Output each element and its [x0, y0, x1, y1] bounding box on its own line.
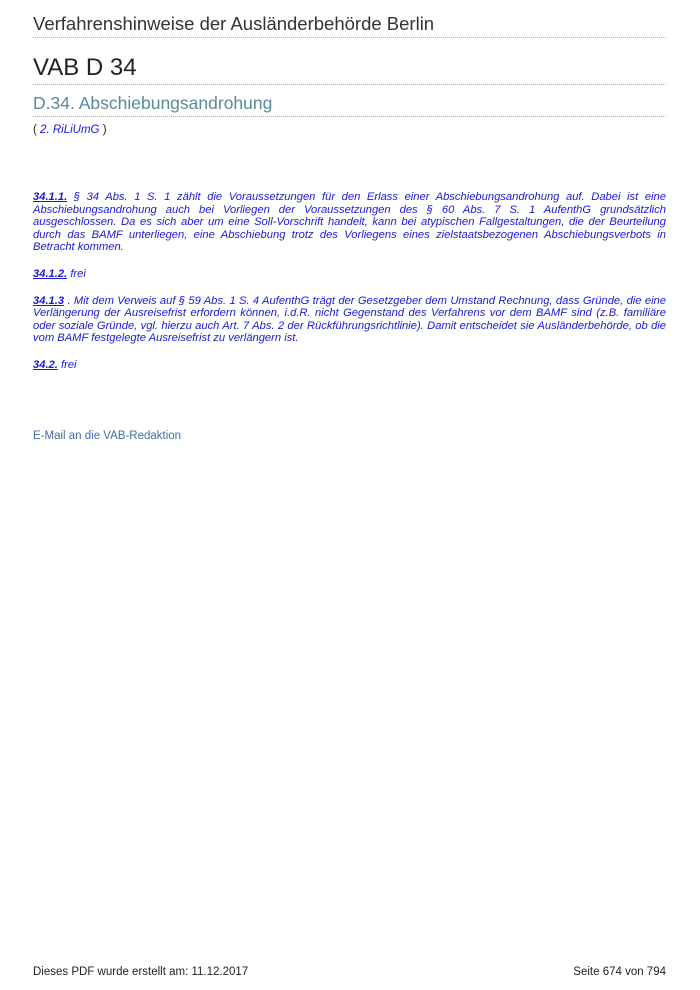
paragraph-number-link[interactable]: 34.2.: [33, 358, 58, 371]
content-body: [33, 191, 666, 386]
paragraph-34-1-1: [33, 191, 666, 254]
paragraph-text: § 34 Abs. 1 S. 1 zählt die Voraussetzungen für den Erlass einer Abschiebungsandrohung auf. Dabei ist eine Abschiebungsandrohung auch bei Vorliegen der Voraussetzungen des § 60 Abs. 7 S. 1 AufenthG grundsätzlich ausgeschlossen. Da es sich aber um eine Soll-Vorschrift handelt, kann bei atypischen Fallgestaltungen, die der Beurteilung durch das BAMF unterliegen, eine Abschiebung trotz des Vorliegens eines zielstaatsbezogenen Abschiebungsverbots in Betracht kommen.: [33, 191, 666, 254]
footer-page-number: Seite 674 von 794: [573, 966, 666, 978]
paragraph-number-link[interactable]: 34.1.1.: [33, 191, 68, 203]
section-title: D.34. Abschiebungsandrohung: [33, 92, 666, 117]
document-title: VAB D 34: [33, 54, 666, 85]
reference-open-paren: (: [33, 124, 37, 136]
site-title: Verfahrenshinweise der Ausländerbehörde Berlin: [33, 13, 666, 38]
paragraph-number-link[interactable]: 34.1.2.: [33, 267, 68, 280]
paragraph-text: . Mit dem Verweis auf § 59 Abs. 1 S. 4 AufenthG trägt der Gesetzgeber dem Umstand Rechnung, dass Gründe, die eine Verlängerung der Ausreisefrist erfordern können, i.d.R. nicht Gegenstand des Verfahrens vor dem BAMF sind (z.B. familiäre oder soziale Gründe, vgl. hierzu auch Art. 7 Abs. 2 der Rückführungsrichtlinie). Damit entscheidet sie Ausländerbehörde, ob die vom BAMF festgelegte Ausreisefrist zu verlängern ist.: [33, 294, 666, 345]
footer-created-date: Dieses PDF wurde erstellt am: 11.12.2017: [33, 966, 249, 978]
reference-line: [33, 124, 107, 136]
reference-link[interactable]: 2. RiLiUmG: [40, 124, 100, 136]
reference-close-paren: ): [102, 124, 107, 136]
paragraph-text: frei: [57, 358, 77, 371]
paragraph-number-link[interactable]: 34.1.3: [33, 294, 65, 307]
email-editorial-link[interactable]: E-Mail an die VAB-Redaktion: [33, 430, 182, 442]
paragraph-34-1-3: [33, 295, 666, 345]
paragraph-text: frei: [67, 267, 86, 280]
paragraph-34-1-2: [33, 268, 666, 281]
paragraph-34-2: [33, 359, 666, 372]
